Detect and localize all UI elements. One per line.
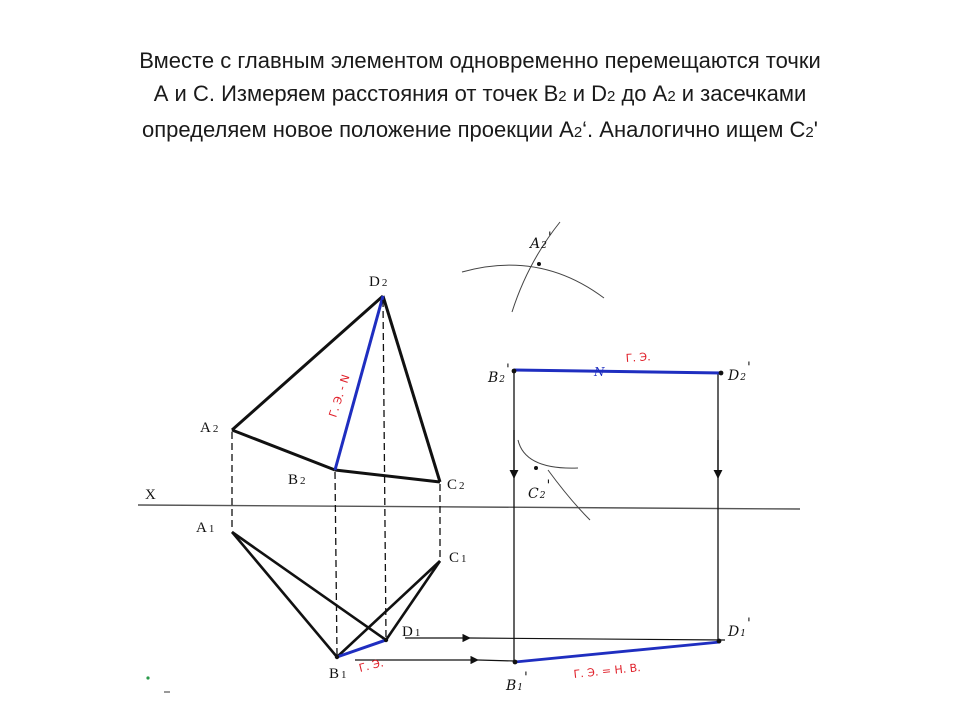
annotation-ge-bottom: Г. Э. = Н. В. (572, 661, 642, 681)
axis-x-line (138, 505, 800, 509)
label-b1: B 1 (329, 666, 347, 682)
arc-c2p-upper (518, 440, 578, 468)
link-b (335, 472, 337, 655)
caption-line-3: определяем новое положение проекции А2‘. Аналогично ищем С2' (142, 117, 818, 142)
annotation-n-mark: N (594, 365, 605, 379)
edge-b2p-d2p-blue (514, 370, 722, 373)
label-a1: A 1 (196, 520, 215, 536)
label-b2: B 2 (288, 472, 306, 488)
annotation-ge-diagonal: Г. Э. - N (326, 372, 353, 419)
label-a2: A 2 (200, 420, 219, 436)
arc-a2p-horizontal (462, 265, 604, 298)
point-b2p (512, 369, 517, 374)
annotation-ge-b1: Г. Э. (357, 656, 385, 675)
label-b1p: B1' (506, 670, 528, 694)
annotation-ge-top: Г. Э. (625, 350, 652, 365)
point-dots (335, 369, 724, 665)
label-c2: C 2 (447, 477, 465, 493)
point-d1 (384, 638, 388, 642)
label-d1p: D1' (728, 616, 751, 640)
point-c2p (534, 466, 538, 470)
edge-b2-c2 (335, 470, 440, 482)
label-b2p: B2' (488, 362, 510, 386)
point-d1p (717, 639, 722, 644)
edge-d1-c1 (386, 561, 440, 640)
link-d (383, 300, 386, 638)
stray-dot-green (146, 676, 149, 679)
edge-a2-b2 (232, 430, 335, 470)
edge-d2-c2 (383, 296, 440, 482)
caption-line-1: Вместе с главным элементом одновременно перемещаются точки (139, 48, 821, 73)
point-b1p (513, 660, 518, 665)
caption-line-2: А и С. Измеряем расстояния от точек В2 и D2 до А2 и засечками (153, 81, 807, 106)
transfer-line-b1 (478, 660, 515, 661)
edge-b1p-d1p-blue (515, 642, 720, 662)
label-d2p: D2' (728, 360, 751, 384)
edge-a2-d2 (232, 296, 383, 430)
label-c1: C 1 (449, 550, 467, 566)
point-d2p (719, 371, 724, 376)
edge-b1-c1 (337, 561, 440, 657)
label-d1: D 1 (402, 624, 421, 640)
axis-x-label: X (145, 487, 156, 503)
label-d2: D 2 (369, 274, 388, 290)
new-projection-frame (514, 372, 718, 662)
label-c2p: C2' (528, 478, 551, 502)
arc-c2p-lower (548, 470, 590, 520)
transfer-line-d1 (470, 638, 725, 640)
point-a2p (537, 262, 541, 266)
label-a2p: A2' (530, 230, 552, 252)
point-b1 (335, 655, 339, 659)
